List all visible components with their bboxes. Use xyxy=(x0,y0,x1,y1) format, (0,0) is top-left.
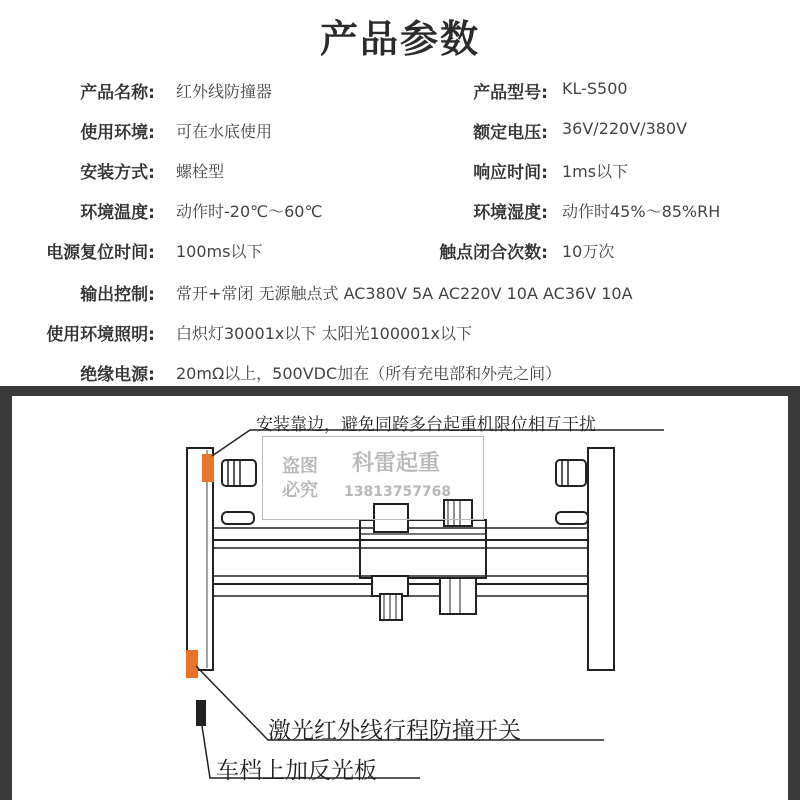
spec-value-rated-voltage: 36V/220V/380V xyxy=(562,119,688,138)
trolley-motor xyxy=(440,578,476,614)
spec-label-reset-time: 电源复位时间: xyxy=(46,243,155,263)
right-buffer xyxy=(556,512,588,524)
spec-label-response: 响应时间: xyxy=(473,163,548,183)
spec-value-reset-time: 100ms以下 xyxy=(176,242,263,261)
watermark-phone: 13813757768 xyxy=(344,484,452,500)
right-motor xyxy=(556,460,586,486)
watermark-stamp-line2: 必究 xyxy=(282,480,318,501)
sensor-upper xyxy=(202,454,214,482)
spec-value-contact-cycles: 10万次 xyxy=(562,242,615,261)
note-top: 安装靠边，避免同跨多台起重机限位相互干扰 xyxy=(256,415,596,435)
left-buffer xyxy=(222,512,254,524)
spec-label-env-humidity: 环境湿度: xyxy=(473,203,548,223)
watermark-brand: 科雷起重 xyxy=(352,451,441,476)
spec-label-insulation: 绝缘电源: xyxy=(80,365,155,385)
spec-value-model: KL-S500 xyxy=(562,79,628,98)
spec-value-response: 1ms以下 xyxy=(562,162,629,181)
spec-value-lighting: 白炽灯30001x以下 太阳光100001x以下 xyxy=(176,324,473,343)
note-reflector: 车档上加反光板 xyxy=(216,758,377,784)
left-motor xyxy=(222,460,256,486)
spec-value-usage-env: 可在水底使用 xyxy=(176,122,273,141)
spec-value-env-temp: 动作时-20℃～60℃ xyxy=(176,202,323,221)
page-title: 产品参数 xyxy=(319,17,480,61)
spec-label-product-name: 产品名称: xyxy=(80,83,155,103)
spec-label-model: 产品型号: xyxy=(473,83,548,103)
spec-value-insulation: 20mΩ以上，500VDC加在（所有充电部和外壳之间） xyxy=(176,364,562,383)
spec-value-env-humidity: 动作时45%～85%RH xyxy=(562,202,721,221)
reflector-plate xyxy=(196,700,206,726)
spec-label-env-temp: 环境温度: xyxy=(80,203,155,223)
right-end-beam xyxy=(588,448,614,670)
spec-label-lighting: 使用环境照明: xyxy=(46,325,155,345)
spec-label-contact-cycles: 触点闭合次数: xyxy=(439,243,548,263)
sensor-lower xyxy=(186,650,198,678)
spec-value-output: 常开+常闭 无源触点式 AC380V 5A AC220V 10A AC36V 10A xyxy=(176,284,633,303)
watermark-stamp-line1: 盗图 xyxy=(282,456,318,477)
spec-label-usage-env: 使用环境: xyxy=(80,123,155,143)
note-switch: 激光红外线行程防撞开关 xyxy=(268,718,521,744)
spec-value-product-name: 红外线防撞器 xyxy=(176,82,273,101)
spec-label-rated-voltage: 额定电压: xyxy=(473,123,548,143)
spec-value-install: 螺栓型 xyxy=(176,162,225,181)
spec-label-install: 安装方式: xyxy=(80,163,155,183)
spec-label-output: 输出控制: xyxy=(80,285,155,305)
